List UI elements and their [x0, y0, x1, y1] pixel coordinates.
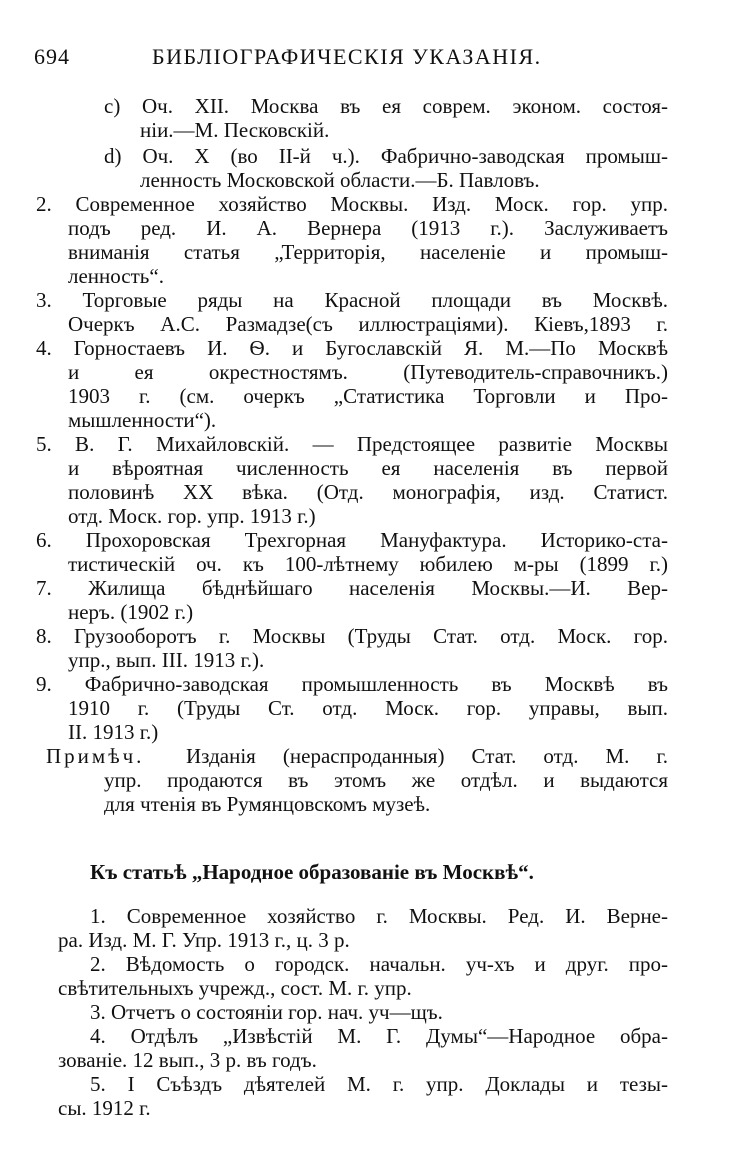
- entry-7-line: 7. Жилища бѣднѣйшаго населенiя Москвы.—И. Вер-: [36, 576, 668, 600]
- entry-d-line: ленность Московской области.—Б. Павловъ.: [140, 168, 540, 192]
- section2-entry-4-line: зованiе. 12 вып., 3 р. въ годъ.: [58, 1048, 317, 1072]
- entry-2-line: подъ ред. И. А. Вернера (1913 г.). Заслуживаетъ: [68, 216, 668, 240]
- entry-5-line: 5. В. Г. Михайловскiй. — Предстоящее развитiе Москвы: [36, 432, 668, 456]
- entry-2-line: ленность“.: [68, 264, 164, 288]
- entry-9-line: II. 1913 г.): [68, 720, 159, 744]
- entry-5-line: отд. Моск. гор. упр. 1913 г.): [68, 504, 316, 528]
- entry-9-line: 9. Фабрично-заводская промышленность въ Москвѣ въ: [36, 672, 668, 696]
- entry-3-line: 3. Торговые ряды на Красной площади въ Москвѣ.: [36, 288, 668, 312]
- section2-entry-3-line: 3. Отчетъ о состоянiи гор. нач. уч—щъ.: [90, 1000, 443, 1024]
- note-line: Изданiя (нераспроданныя) Стат. отд. М. г.: [186, 744, 668, 768]
- entry-d-line: d) Оч. X (во II-й ч.). Фабрично-заводская промыш-: [104, 144, 668, 168]
- entry-9-line: 1910 г. (Труды Ст. отд. Моск. гор. управы, вып.: [68, 696, 668, 720]
- entry-6-line: тистическiй оч. къ 100-лѣтнему юбилею м-ры (1899 г.): [68, 552, 668, 576]
- entry-4-line: 1903 г. (см. очеркъ „Статистика Торговли и Про-: [68, 384, 668, 408]
- note-label: Примѣч.: [46, 744, 145, 768]
- entry-8-line: упр., вып. III. 1913 г.).: [68, 648, 265, 672]
- entry-7-line: неръ. (1902 г.): [68, 600, 194, 624]
- entry-4-line: 4. Горностаевъ И. Ѳ. и Бугославскiй Я. М.—По Москвѣ: [36, 336, 668, 360]
- note-line: упр. продаются въ этомъ же отдѣл. и выдаются: [104, 768, 668, 792]
- entry-6-line: 6. Прохоровская Трехгорная Мануфактура. Историко-ста-: [36, 528, 668, 552]
- section2-entry-1-line: ра. Изд. М. Г. Упр. 1913 г., ц. 3 р.: [58, 928, 350, 952]
- entry-5-line: половинѣ XX вѣка. (Отд. монографiя, изд. Статист.: [68, 480, 668, 504]
- entry-4-line: и ея окрестностямъ. (Путеводитель-справочникъ.): [68, 360, 668, 384]
- running-head: БИБЛIОГРАФИЧЕСКIЯ УКАЗАНIЯ.: [152, 44, 542, 69]
- entry-3-line: Очеркъ А.С. Размадзе(съ иллюстрацiями). Кiевъ,1893 г.: [68, 312, 668, 336]
- entry-2-line: 2. Современное хозяйство Москвы. Изд. Моск. гор. упр.: [36, 192, 668, 216]
- section2-entry-2-line: свѣтительныхъ учрежд., сост. М. г. упр.: [58, 976, 412, 1000]
- section2-entry-2-line: 2. Вѣдомость о городск. начальн. уч-хъ и друг. про-: [90, 952, 668, 976]
- entry-2-line: вниманiя статья „Территорiя, населенiе и промыш-: [68, 240, 668, 264]
- entry-c-line: нiи.—М. Песковскiй.: [140, 118, 330, 142]
- page-number: 694: [34, 44, 70, 69]
- entry-c-line: c) Оч. XII. Москва въ ея соврем. эконом. состоя-: [104, 94, 668, 118]
- section2-entry-1-line: 1. Современное хозяйство г. Москвы. Ред. И. Верне-: [90, 904, 668, 928]
- section2-entry-4-line: 4. Отдѣлъ „Извѣстiй М. Г. Думы“—Народное обра-: [90, 1024, 668, 1048]
- section2-entry-5-line: сы. 1912 г.: [58, 1096, 151, 1120]
- entry-5-line: и вѣроятная численность ея населенiя въ первой: [68, 456, 668, 480]
- section-heading: Къ статьѣ „Народное образованiе въ Москвѣ“.: [90, 860, 534, 884]
- page-header: [34, 44, 665, 74]
- entry-8-line: 8. Грузооборотъ г. Москвы (Труды Стат. отд. Моск. гор.: [36, 624, 668, 648]
- section2-entry-5-line: 5. I Съѣздъ дѣятелей М. г. упр. Доклады и тезы-: [90, 1072, 668, 1096]
- note-line: для чтенiя въ Румянцовскомъ музеѣ.: [104, 792, 431, 816]
- entry-4-line: мышленности“).: [68, 408, 217, 432]
